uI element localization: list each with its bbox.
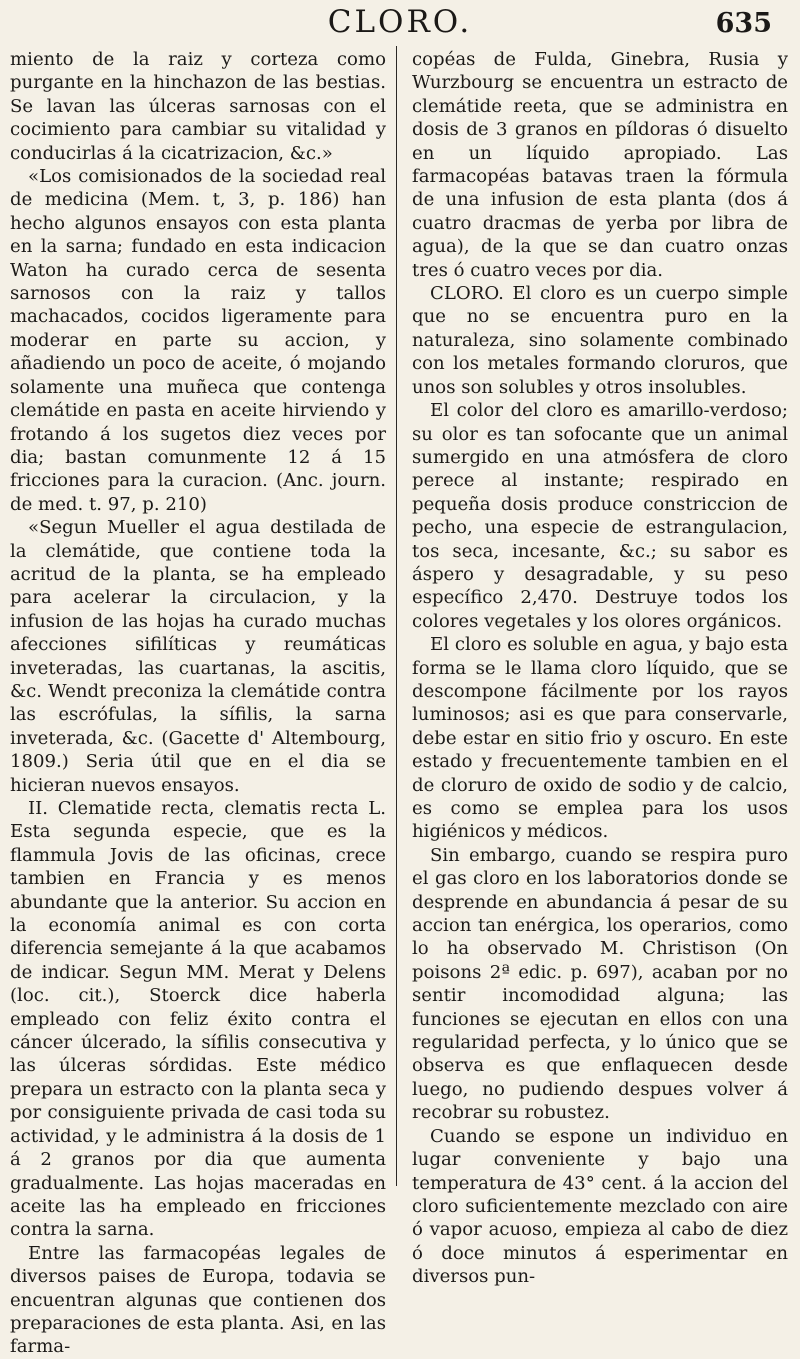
right-column	[412, 48, 788, 1288]
paragraph: El color del cloro es amarillo-verdoso; su olor es tan sofocante que un animal sumergido en una atmósfera de cloro perece al instante; respirado en pequeña dosis produce constriccion de pecho, una especie de estrangulacion, tos seca, incesante, &c.; su sabor es áspero y desagradable, y su peso específico 2,470. Destruye todos los colores vegetales y los olores orgánicos.	[412, 400, 788, 632]
left-column	[10, 48, 386, 1358]
paragraph: Cuando se espone un individuo en lugar conveniente y bajo una temperatura de 43° cent. á la accion del cloro suficientemente mezclado con aire ó vapor acuoso, empieza al cabo de diez ó doce minutos á esperimentar en diversos pun-	[412, 1125, 788, 1288]
paragraph: El cloro es soluble en agua, y bajo esta forma se le llama cloro líquido, que se descompone fácilmente por los rayos luminosos; asi es que para conservarle, debe estar en sitio frio y oscuro. En este estado y frecuentemente tambien en el de cloruro de oxido de sodio y de calcio, es como se emplea para los usos higiénicos y médicos.	[412, 634, 788, 843]
paragraph: II. Clematide recta, clematis recta L. Esta segunda especie, que es la flammula Jovis de las oficinas, crece tambien en Francia y es menos abundante que la anterior. Su accion en la economía animal es con corta diferencia semejante á la que acabamos de indicar. Segun MM. Merat y Delens (loc. cit.), Stoerck dice haberla empleado con feliz éxito contra el cáncer úlcerado, la sífilis consecutiva y las úlceras sórdidas. Este médico prepara un estracto con la planta seca y por consiguiente privada de casi toda su actividad, y le administra á la dosis de 1 á 2 granos por dia que aumenta gradualmente. Las hojas maceradas en aceite las ha empleado en fricciones contra la sarna.	[10, 798, 386, 1241]
column-divider	[396, 46, 397, 1186]
paragraph: Entre las farmacopéas legales de diversos paises de Europa, todavia se encuentran algunas que contienen dos preparaciones de esta planta. Asi, en las farma-	[10, 1242, 386, 1358]
paragraph: «Segun Mueller el agua destilada de la clemátide, que contiene toda la acritud de la planta, se ha empleado para acelerar la circulacion, y la infusion de las hojas ha curado muchas afecciones sifilíticas y reumáticas inveteradas, las cuartanas, la ascitis, &c. Wendt preconiza la clemátide contra las escrófulas, la sífilis, la sarna inveterada, &c. (Gacette d' Altembourg, 1809.) Seria útil que en el dia se hicieran nuevos ensayos.	[10, 517, 386, 796]
page-header	[0, 4, 800, 40]
paragraph: «Los comisionados de la sociedad real de medicina (Mem. t, 3, p. 186) han hecho algunos ensayos con esta planta en la sarna; fundado en esta indicacion Waton ha curado cerca de sesenta sarnosos con la raiz y tallos machacados, cocidos ligeramente para moderar en parte su accion, y añadiendo un poco de aceite, ó mojando solamente una muñeca que contenga clemátide en pasta en aceite hirviendo y frotando á los sugetos diez veces por dia; bastan comunmente 12 á 15 fricciones para la curacion. (Anc. journ. de med. t. 97, p. 210)	[10, 166, 386, 515]
page-number: 635	[715, 8, 772, 39]
running-title: CLORO.	[327, 4, 473, 40]
paragraph: CLORO. El cloro es un cuerpo simple que no se encuentra puro en la naturaleza, sino solamente combinado con los metales formando cloruros, que unos son solubles y otros insolubles.	[412, 283, 788, 398]
paragraph: copéas de Fulda, Ginebra, Rusia y Wurzbourg se encuentra un estracto de clemátide reeta, que se administra en dosis de 3 granos en píldoras ó disuelto en un líquido apropiado. Las farmacopéas batavas traen la fórmula de una infusion de esta planta (dos á cuatro dracmas de yerba por libra de agua), de la que se dan cuatro onzas tres ó cuatro veces por dia.	[412, 49, 788, 281]
paragraph: Sin embargo, cuando se respira puro el gas cloro en los laboratorios donde se desprende en abundancia á pesar de su accion tan enérgica, los operarios, como lo ha observado M. Christison (On poisons 2ª edic. p. 697), acaban por no sentir incomodidad alguna; las funciones se ejecutan en ellos con una regularidad perfecta, y lo único que se observa es que enflaquecen desde luego, no pudiendo despues volver á recobrar su robustez.	[412, 844, 788, 1124]
paragraph: miento de la raiz y corteza como purgante en la hinchazon de las bestias. Se lavan las úlceras sarnosas con el cocimiento para cambiar su vitalidad y conducirlas á la cicatrizacion, &c.»	[10, 49, 386, 164]
